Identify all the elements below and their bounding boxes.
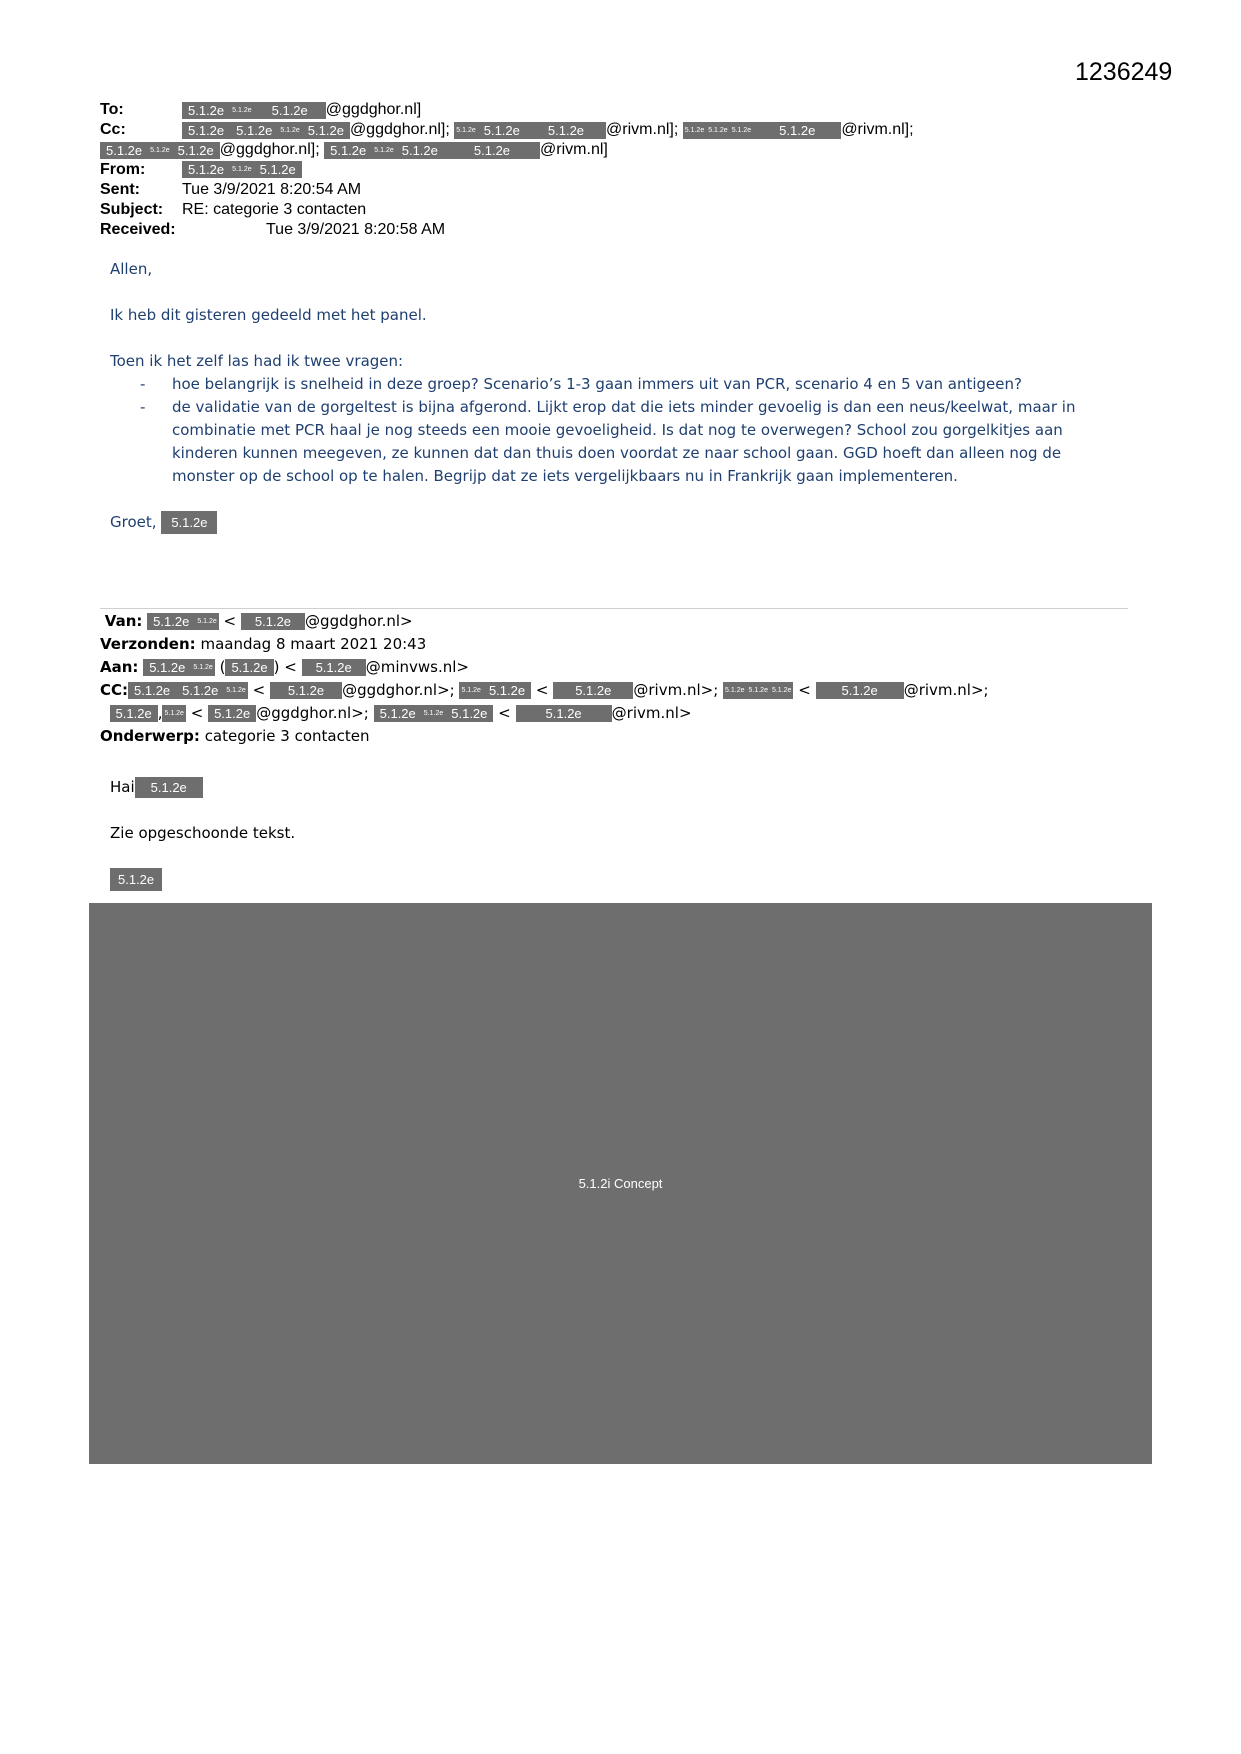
sent-label: Sent: [100,181,140,198]
redaction: 5.1.2e [747,682,770,699]
reply-closing: Groet, 5.1.2e [110,511,1110,534]
original-body [110,776,295,891]
redaction: 5.1.2e [422,705,445,722]
cc-value: @ggdghor.nl>; [342,681,455,699]
redacted-concept-label: 5.1.2i Concept [578,1176,663,1191]
redaction: 5.1.2e [161,511,217,534]
reply-body [110,258,1110,534]
cc-value: @ggdghor.nl]; [349,121,450,138]
redaction: 5.1.2e [444,142,540,159]
list-item [110,373,1110,396]
from-label: From: [100,161,146,178]
redaction: 5.1.2e [324,142,372,159]
redaction: 5.1.2e [208,705,256,722]
aan-value: @minvws.nl> [365,658,469,676]
redaction: 5.1.2e [723,682,746,699]
redaction: 5.1.2e [230,102,253,119]
redacted-concept-block [89,903,1152,1464]
redaction: 5.1.2e [110,868,162,891]
cc-row-continued: 5.1.2e , 5.1.2e < 5.1.2e @ggdghor.nl>; 5.1.2e 5.1.2e 5.1.2e < 5.1.2e @rivm.nl> [100,702,1130,725]
redaction: 5.1.2e [816,682,904,699]
to-label: To: [100,101,124,118]
cc-row: CC: 5.1.2e 5.1.2e 5.1.2e < 5.1.2e @ggdghor.nl>; 5.1.2e 5.1.2e < 5.1.2e @rivm.nl>; 5.1.2e 5.1.2e 5.1.2e < 5.1.2e @rivm.nl>; [100,681,989,699]
cc-value: @rivm.nl] [540,141,608,158]
redaction: 5.1.2e [254,161,302,178]
redaction: 5.1.2e [302,659,366,676]
redaction: 5.1.2e [148,142,171,159]
redaction: 5.1.2e [182,122,230,139]
redaction: 5.1.2e [706,122,729,139]
reply-paragraph: Toen ik het zelf las had ik twee vragen: [110,352,404,370]
redaction: 5.1.2e [191,659,214,676]
reply-greeting: Allen, [110,260,153,278]
bullet-dash: - [140,398,146,416]
bullet-dash: - [140,375,146,393]
aan-label: Aan: [100,658,139,676]
cc-value: @rivm.nl]; [606,121,679,138]
redaction: 5.1.2e [195,613,218,630]
verzonden-label: Verzonden: [100,635,196,653]
to-value: @ggdghor.nl] [325,101,422,118]
redaction: 5.1.2e [110,705,158,722]
bullet-text: hoe belangrijk is snelheid in deze groep? Scenario’s 1-3 gaan immers uit van PCR, scenario 4 en 5 van antigeen? [172,375,1022,393]
bullet-text: de validatie van de gorgeltest is bijna afgerond. Lijkt erop dat die iets minder gevoelig is dan een neus/keelwat, maar in combinatie met PCR haal je nog steeds een mooie gevoeligheid. Is dat nog te overwegen? School zou gorgelkitjes aan kinderen kunnen meegeven, ze kunnen dat dan thuis doen voordat ze naar school gaan. GGD hoeft dan alleen nog de monster op de school op te halen. Begrijp dat ze iets vergelijkbaars nu in Frankrijk gaan implementeren. [172,398,1076,485]
redaction: 5.1.2e [730,122,753,139]
redaction: 5.1.2e [396,142,444,159]
redaction: 5.1.2e [553,682,633,699]
redaction: 5.1.2e [483,682,531,699]
van-row: Van: 5.1.2e 5.1.2e < 5.1.2e @ggdghor.nl> [104,612,413,630]
redaction: 5.1.2e [100,142,148,159]
redaction: 5.1.2e [516,705,612,722]
original-greeting: Hai 5.1.2e [110,776,295,799]
subject-label: Subject: [100,201,164,218]
redaction: 5.1.2e [374,705,422,722]
separator [100,608,1128,609]
cc-value: @rivm.nl> [611,704,692,722]
cc-label: CC: [100,681,129,699]
redaction: 5.1.2e [270,682,342,699]
redaction: 5.1.2e [478,122,526,139]
redaction: 5.1.2e [241,613,305,630]
cc-label: Cc: [100,121,126,138]
document-number: 1236249 [1075,58,1173,86]
list-item [110,396,1110,488]
cc-value: @rivm.nl>; [633,681,719,699]
original-paragraph: Zie opgeschoonde tekst. [110,824,296,842]
redaction: 5.1.2e [225,659,273,676]
redaction: 5.1.2e [302,122,350,139]
verzonden-row [100,633,1130,656]
cc-value: @ggdghor.nl]; [219,141,320,158]
redaction: 5.1.2e [172,142,220,159]
reply-paragraph: Ik heb dit gisteren gedeeld met het panel. [110,306,427,324]
redaction: 5.1.2e [454,122,477,139]
redaction: 5.1.2e [224,682,247,699]
redaction: 5.1.2e [459,682,482,699]
redaction: 5.1.2e [372,142,395,159]
redaction: 5.1.2e [162,705,185,722]
onderwerp-label: Onderwerp: [100,727,200,745]
aan-row: Aan: 5.1.2e 5.1.2e ( 5.1.2e ) < 5.1.2e @minvws.nl> [100,658,469,676]
van-label: Van: [104,612,143,630]
redaction: 5.1.2e [278,122,301,139]
redaction: 5.1.2e [147,613,195,630]
redaction: 5.1.2e [128,682,176,699]
cc-value: @ggdghor.nl>; [256,704,369,722]
redaction: 5.1.2e [683,122,706,139]
redaction: 5.1.2e [753,122,841,139]
received-value: Tue 3/9/2021 8:20:58 AM [266,221,446,238]
van-value: @ggdghor.nl> [305,612,413,630]
sent-value: Tue 3/9/2021 8:20:54 AM [182,181,362,198]
redaction: 5.1.2e [143,659,191,676]
redaction: 5.1.2e [526,122,606,139]
redaction: 5.1.2e [182,161,230,178]
redaction: 5.1.2e [445,705,493,722]
redaction: 5.1.2e [135,777,203,798]
redaction: 5.1.2e [770,682,793,699]
onderwerp-row [100,725,1130,748]
redaction: 5.1.2e [230,161,253,178]
onderwerp-value: categorie 3 contacten [204,727,370,745]
redaction: 5.1.2e [230,122,278,139]
received-label: Received: [100,221,176,238]
cc-value: @rivm.nl>; [903,681,989,699]
redaction: 5.1.2e [254,102,326,119]
subject-value: RE: categorie 3 contacten [182,201,367,218]
redaction: 5.1.2e [176,682,224,699]
redaction: 5.1.2e [182,102,230,119]
cc-value: @rivm.nl]; [841,121,914,138]
verzonden-value: maandag 8 maart 2021 20:43 [200,635,427,653]
forwarded-header [100,610,1130,748]
